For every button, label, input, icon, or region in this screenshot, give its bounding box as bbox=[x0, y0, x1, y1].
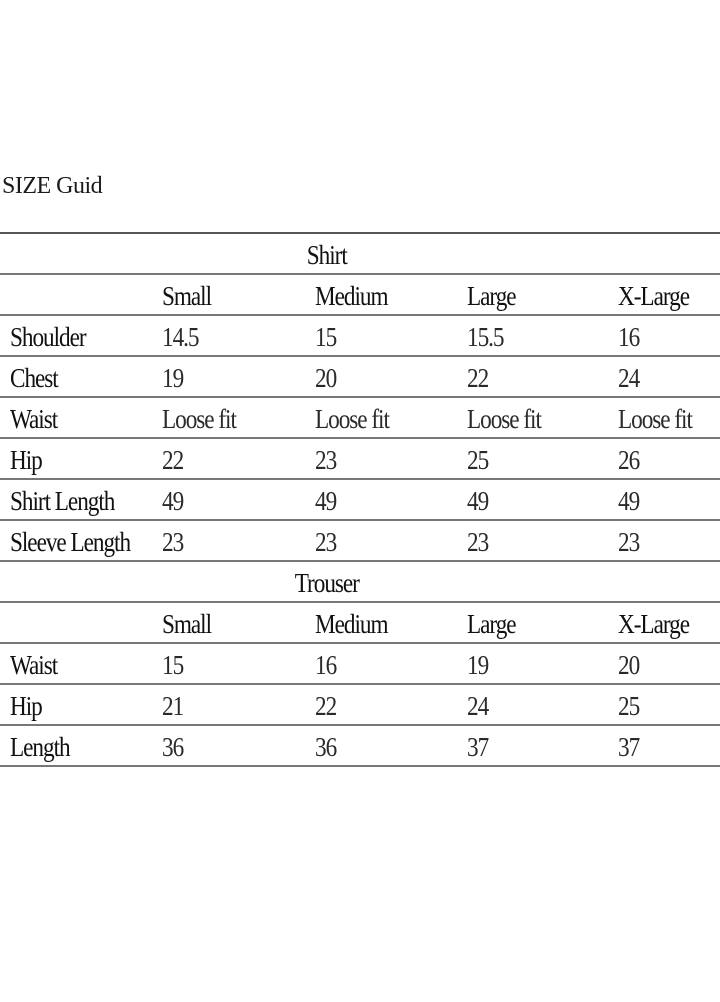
shirt-column-header-large: Large bbox=[467, 281, 516, 311]
table-cell: 20 bbox=[315, 363, 337, 393]
table-cell: 19 bbox=[467, 650, 489, 680]
trouser-section-header bbox=[0, 562, 720, 603]
table-row bbox=[0, 357, 720, 398]
table-cell: 15 bbox=[162, 650, 184, 680]
row-label: Shoulder bbox=[10, 322, 86, 352]
shirt-section-header bbox=[0, 234, 720, 275]
table-cell: 22 bbox=[162, 445, 184, 475]
table-cell: 23 bbox=[467, 527, 489, 557]
row-label: Hip bbox=[10, 691, 42, 721]
table-cell: 24 bbox=[467, 691, 489, 721]
table-cell: 24 bbox=[618, 363, 640, 393]
row-label: Chest bbox=[10, 363, 58, 393]
table-cell: 49 bbox=[315, 486, 337, 516]
table-cell: Loose fit bbox=[315, 404, 389, 434]
table-cell: 19 bbox=[162, 363, 184, 393]
shirt-column-header-medium: Medium bbox=[315, 281, 388, 311]
table-row bbox=[0, 644, 720, 685]
table-cell: 15 bbox=[315, 322, 337, 352]
table-row bbox=[0, 439, 720, 480]
table-cell: 23 bbox=[315, 445, 337, 475]
table-cell: Loose fit bbox=[618, 404, 692, 434]
shirt-column-header-small: Small bbox=[162, 281, 212, 311]
row-label: Length bbox=[10, 732, 70, 762]
trouser-column-header-x-large: X-Large bbox=[618, 609, 690, 639]
trouser-column-header-large: Large bbox=[467, 609, 516, 639]
table-cell: 36 bbox=[315, 732, 337, 762]
table-cell: 23 bbox=[618, 527, 640, 557]
table-row bbox=[0, 685, 720, 726]
table-cell: Loose fit bbox=[467, 404, 541, 434]
table-cell: 26 bbox=[618, 445, 640, 475]
trouser-column-header-row bbox=[0, 603, 720, 644]
table-cell: 15.5 bbox=[467, 322, 504, 352]
row-label: Waist bbox=[10, 650, 58, 680]
row-label: Hip bbox=[10, 445, 42, 475]
table-cell: 22 bbox=[467, 363, 489, 393]
table-cell: 23 bbox=[162, 527, 184, 557]
table-row bbox=[0, 398, 720, 439]
table-cell: 25 bbox=[618, 691, 640, 721]
table-cell: 16 bbox=[618, 322, 640, 352]
trouser-column-header-medium: Medium bbox=[315, 609, 388, 639]
trouser-section-title: Trouser bbox=[294, 568, 359, 598]
trouser-column-header-small: Small bbox=[162, 609, 212, 639]
table-cell: 49 bbox=[467, 486, 489, 516]
table-cell: 36 bbox=[162, 732, 184, 762]
table-row bbox=[0, 726, 720, 767]
table-cell: Loose fit bbox=[162, 404, 236, 434]
table-cell: 49 bbox=[618, 486, 640, 516]
row-label: Waist bbox=[10, 404, 58, 434]
table-row bbox=[0, 316, 720, 357]
table-cell: 22 bbox=[315, 691, 337, 721]
shirt-section-title: Shirt bbox=[306, 240, 347, 270]
size-table bbox=[0, 232, 720, 767]
table-cell: 37 bbox=[467, 732, 489, 762]
table-cell: 20 bbox=[618, 650, 640, 680]
shirt-column-header-x-large: X-Large bbox=[618, 281, 690, 311]
table-cell: 21 bbox=[162, 691, 184, 721]
table-cell: 25 bbox=[467, 445, 489, 475]
row-label: Shirt Length bbox=[10, 486, 115, 516]
table-cell: 14.5 bbox=[162, 322, 199, 352]
page-title: SIZE Guid bbox=[2, 173, 103, 199]
table-cell: 49 bbox=[162, 486, 184, 516]
table-cell: 23 bbox=[315, 527, 337, 557]
table-cell: 37 bbox=[618, 732, 640, 762]
table-row bbox=[0, 521, 720, 562]
row-label: Sleeve Length bbox=[10, 527, 131, 557]
table-cell: 16 bbox=[315, 650, 337, 680]
shirt-column-header-row bbox=[0, 275, 720, 316]
table-row bbox=[0, 480, 720, 521]
